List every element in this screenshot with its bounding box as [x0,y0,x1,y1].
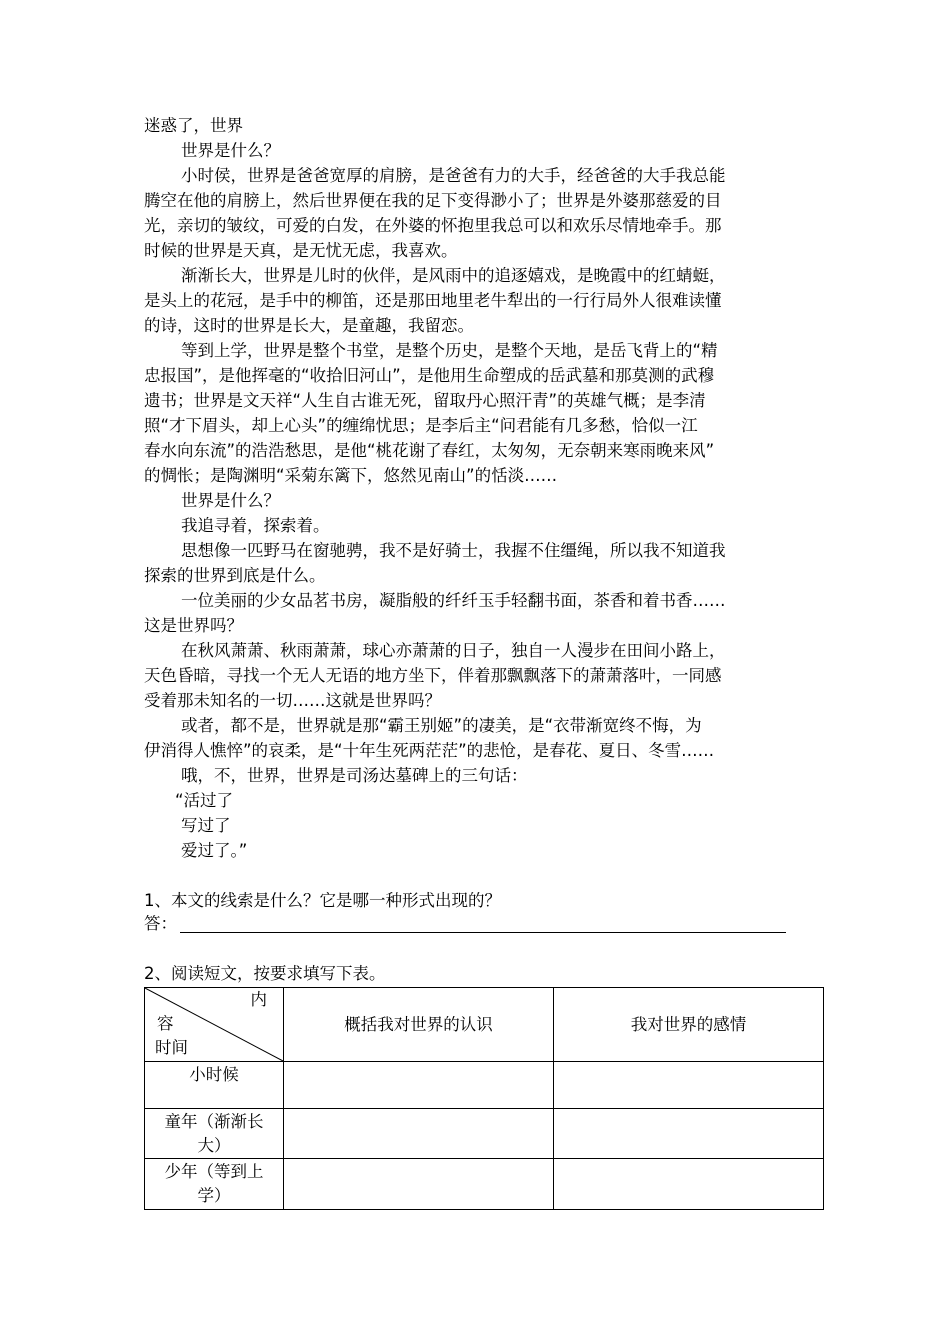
passage-line: 光，亲切的皱纹，可爱的白发，在外婆的怀抱里我总可以和欢乐尽情地牵手。那 [144,216,722,235]
passage-line: 渐渐长大，世界是儿时的伙伴，是风雨中的追逐嬉戏，是晚霞中的红蜻蜓， [181,266,726,285]
passage-line: 迷惑了，世界 [144,116,243,135]
passage-line: 等到上学，世界是整个书堂，是整个历史，是整个天地，是岳飞背上的“精 [181,341,718,360]
answer-cell[interactable] [284,1062,554,1109]
table-row [145,1109,824,1159]
row-label-childhood: 小时候 [145,1062,284,1109]
passage-line: 探索的世界到底是什么。 [144,566,326,585]
answer-cell[interactable] [284,1159,554,1210]
question-1-answer-label: 答： [144,914,177,933]
passage-line: 腾空在他的肩膀上，然后世界便在我的足下变得渺小了；世界是外婆那慈爱的目 [144,191,722,210]
passage-line: 爱过了。” [181,841,248,860]
answer-cell[interactable] [554,1159,824,1210]
passage-line: 世界是什么？ [181,141,280,160]
passage-line: 一位美丽的少女品茗书房，凝脂般的纤纤玉手轻翻书面，茶香和着书香…… [181,591,726,610]
passage-line: 世界是什么？ [181,491,280,510]
passage-line: 的惆怅；是陶渊明“采菊东篱下，悠然见南山”的恬淡…… [144,466,558,485]
row-label-line: 童年（渐渐长 [164,1112,264,1131]
passage-line: 写过了 [181,816,231,835]
row-label-school [145,1159,284,1210]
passage-line: 受着那未知名的一切……这就是世界吗？ [144,691,441,710]
answer-cell[interactable] [554,1109,824,1159]
column-header-feeling: 我对世界的感情 [554,988,824,1062]
row-label-line: 学） [197,1186,231,1205]
passage-line: 照“才下眉头，却上心头”的缠绵忧思；是李后主“问君能有几多愁，恰似一江 [144,416,698,435]
answer-table [144,987,824,1210]
row-label-line: 大） [197,1136,231,1155]
corner-label-top: 内 [250,990,267,1009]
passage-line: 哦，不，世界，世界是司汤达墓碑上的三句话： [181,766,528,785]
passage-line: 我追寻着，探索着。 [181,516,330,535]
passage-line: 的诗，这时的世界是长大，是童趣，我留恋。 [144,316,474,335]
question-2-prompt: 2、阅读短文，按要求填写下表。 [144,964,386,983]
passage-line: 或者，都不是，世界就是那“霸王别姬”的凄美，是“衣带渐宽终不悔，为 [181,716,702,735]
passage-line: 在秋风萧萧、秋雨萧萧，球心亦萧萧的日子，独自一人漫步在田间小路上， [181,641,726,660]
passage-line: 天色昏暗，寻找一个无人无语的地方坐下，伴着那飘飘落下的萧萧落叶，一同感 [144,666,722,685]
passage-line: 时候的世界是天真，是无忧无虑，我喜欢。 [144,241,458,260]
answer-cell[interactable] [554,1062,824,1109]
passage-line: 春水向东流”的浩浩愁思，是他“桃花谢了春红，太匆匆，无奈朝来寒雨晚来风” [144,441,715,460]
corner-label-mid: 容 [157,1014,174,1033]
passage-line: 小时侯，世界是爸爸宽厚的肩膀，是爸爸有力的大手，经爸爸的大手我总能 [181,166,726,185]
table-row [145,1159,824,1210]
table-corner-cell [145,988,284,1062]
answer-cell[interactable] [284,1109,554,1159]
passage-line: 这是世界吗？ [144,616,243,635]
table-header-row [145,988,824,1062]
passage-line: 遗书；世界是文天祥“人生自古谁无死，留取丹心照汗青”的英雄气概；是李清 [144,391,706,410]
row-label-line: 少年（等到上 [164,1162,264,1181]
passage-line: 伊消得人憔悴”的哀柔，是“十年生死两茫茫”的悲怆，是春花、夏日、冬雪…… [144,741,715,760]
passage-line: 是头上的花冠，是手中的柳笛，还是那田地里老牛犁出的一行行局外人很难读懂 [144,291,722,310]
column-header-understanding: 概括我对世界的认识 [284,988,554,1062]
corner-label-bottom: 时间 [155,1038,188,1057]
passage-line: 忠报国”，是他挥毫的“收拾旧河山”，是他用生命塑成的岳武墓和那莫测的武穆 [144,366,715,385]
passage-line: 思想像一匹野马在窗驰骋，我不是好骑士，我握不住缰绳，所以我不知道我 [181,541,726,560]
answer-blank-line[interactable] [180,932,786,933]
table-row [145,1062,824,1109]
passage-line: “活过了 [175,791,234,810]
question-1-prompt: 1、本文的线索是什么？它是哪一种形式出现的？ [144,891,501,910]
row-label-growing-up [145,1109,284,1159]
